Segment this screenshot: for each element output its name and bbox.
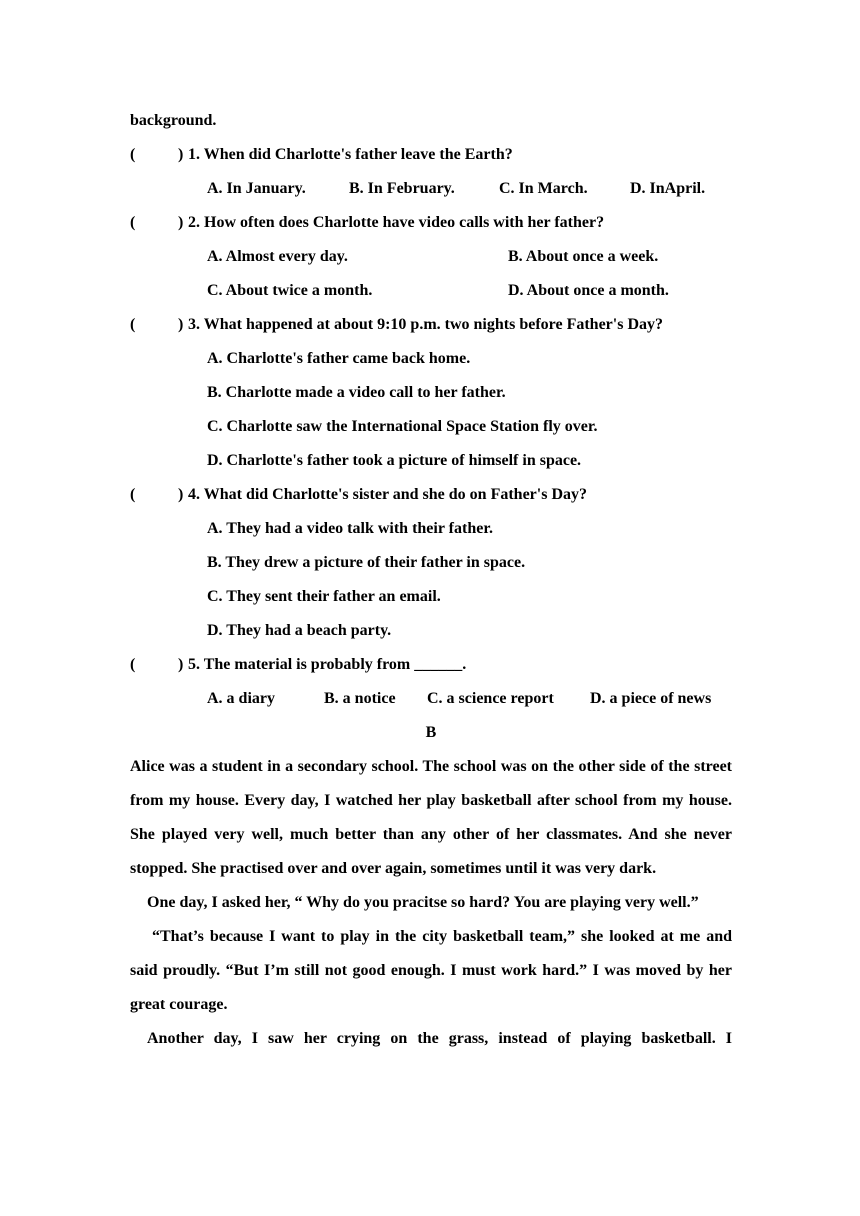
option-a: A. In January. bbox=[207, 180, 306, 197]
question-5-options bbox=[130, 682, 732, 716]
answer-paren-close: ) bbox=[178, 214, 184, 231]
option-c: C. In March. bbox=[499, 180, 588, 197]
option-c: C. They sent their father an email. bbox=[207, 588, 441, 605]
answer-paren-close: ) bbox=[178, 146, 184, 163]
option-a: A. They had a video talk with their father. bbox=[207, 520, 493, 537]
question-3 bbox=[130, 308, 732, 342]
document-page bbox=[130, 104, 732, 1056]
option-b: B. In February. bbox=[349, 180, 455, 197]
answer-paren-open: ( bbox=[130, 486, 136, 503]
answer-paren-close: ) bbox=[178, 486, 184, 503]
answer-paren-close: ) bbox=[178, 656, 184, 673]
option-d: D. Charlotte's father took a picture of himself in space. bbox=[207, 452, 582, 469]
answer-paren-open: ( bbox=[130, 316, 136, 333]
passage-paragraph-4: Another day, I saw her crying on the grass, instead of playing basketball. I bbox=[147, 1030, 732, 1047]
option-b: B. About once a week. bbox=[508, 248, 659, 265]
question-text: 3. What happened at about 9:10 p.m. two nights before Father's Day? bbox=[188, 316, 663, 333]
question-1-options bbox=[130, 172, 732, 206]
question-text: 4. What did Charlotte's sister and she do on Father's Day? bbox=[188, 486, 587, 503]
option-a: A. Charlotte's father came back home. bbox=[207, 350, 471, 367]
question-text: 5. The material is probably from ______. bbox=[188, 656, 467, 673]
question-4 bbox=[130, 478, 732, 512]
question-text: 1. When did Charlotte's father leave the Earth? bbox=[188, 146, 513, 163]
answer-paren-close: ) bbox=[178, 316, 184, 333]
option-d: D. They had a beach party. bbox=[207, 622, 392, 639]
question-2-options-row-2 bbox=[130, 274, 732, 308]
passage-paragraph-3: “That’s because I want to play in the city basketball team,” she looked at me and said proudly. “But I’m still not good enough. I must work hard.” I was moved by her great courage. bbox=[130, 928, 732, 1013]
option-d: D. a piece of news bbox=[590, 690, 712, 707]
option-a: A. a diary bbox=[207, 690, 275, 707]
option-a: A. Almost every day. bbox=[207, 248, 348, 265]
option-c: C. Charlotte saw the International Space Station fly over. bbox=[207, 418, 598, 435]
question-2 bbox=[130, 206, 732, 240]
option-b: B. They drew a picture of their father in space. bbox=[207, 554, 526, 571]
option-b: B. a notice bbox=[324, 690, 396, 707]
question-text: 2. How often does Charlotte have video calls with her father? bbox=[188, 214, 605, 231]
option-b: B. Charlotte made a video call to her father. bbox=[207, 384, 506, 401]
top-text: background. bbox=[130, 112, 217, 129]
section-title: B bbox=[425, 724, 437, 741]
question-5 bbox=[130, 648, 732, 682]
answer-paren-open: ( bbox=[130, 656, 136, 673]
option-d: D. InApril. bbox=[630, 180, 706, 197]
answer-paren-open: ( bbox=[130, 146, 136, 163]
answer-paren-open: ( bbox=[130, 214, 136, 231]
passage-paragraph-1: Alice was a student in a secondary school. The school was on the other side of the street from my house. Every day, I watched her play basketball after school from my house. She played very well, much better than any other of her classmates. And she never stopped. She practised over and over again, sometimes until it was very dark. bbox=[130, 758, 732, 877]
question-1 bbox=[130, 138, 732, 172]
option-d: D. About once a month. bbox=[508, 282, 669, 299]
question-2-options-row-1 bbox=[130, 240, 732, 274]
option-c: C. About twice a month. bbox=[207, 282, 373, 299]
option-c: C. a science report bbox=[427, 690, 554, 707]
passage-paragraph-2: One day, I asked her, “ Why do you pracitse so hard? You are playing very well.” bbox=[147, 894, 699, 911]
